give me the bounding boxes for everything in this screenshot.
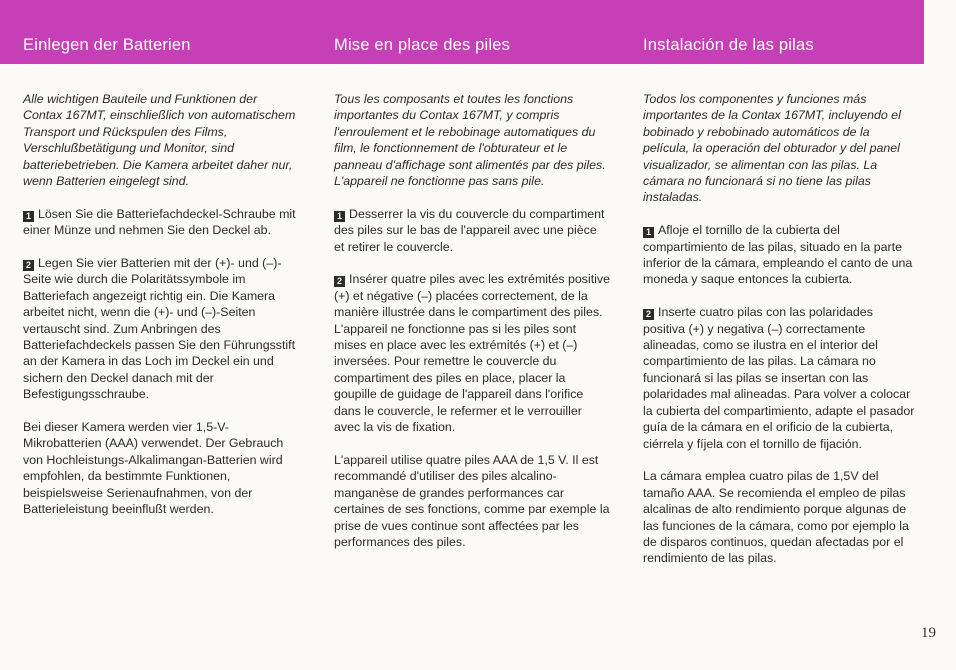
german-step-1 [23,206,299,239]
french-step-2 [334,271,610,435]
spanish-step-2 [643,304,915,452]
spanish-note: La cámara emplea cuatro pilas de 1,5V del tamaño AAA. Se recomienda el empleo de pilas alcalinas de alto rendimiento porque algunas de las funciones de la cámara, como por ejemplo la de disparos continuos, quedan afectadas por el rendimiento de las pilas. [643,469,909,566]
spanish-intro: Todos los componentes y funciones más importantes de la Contax 167MT, incluyendo el bobinado y rebobinado automáticos de la película, la operación del obturador y del panel visualizador, se alimentan con las pilas. La cámara no funcionará si no tiene las pilas instaladas. [643,92,901,205]
step-number-badge: 1 [23,211,34,222]
german-column [23,91,299,534]
step-number-badge: 2 [334,276,345,287]
french-step-1 [334,206,610,255]
german-intro: Alle wichtigen Bauteile und Funktionen der Contax 167MT, einschließlich von automatischem Transport und Rückspulen des Films, Verschlußbetätigung und Monitor, sind batteriebetrieben. Die Kamera arbeitet daher nur, wenn Batterien eingelegt sind. [23,92,296,189]
spanish-heading: Instalación de las pilas [643,36,814,54]
german-note: Bei dieser Kamera werden vier 1,5-V-Mikrobatterien (AAA) verwendet. Der Gebrauch von Hochleistungs-Alkalimangan-Batterien wird empfohlen, da bestimmte Funktionen, beispielsweise Serienaufnahmen, von der Batterieleistung beeinflußt werden. [23,420,284,517]
french-heading: Mise en place des piles [334,36,511,54]
step-number-badge: 2 [643,309,654,320]
french-intro: Tous les composants et toutes les fonctions importantes du Contax 167MT, y compris l'enroulement et le rebobinage automatiques du film, le fonctionnement de l'obturateur et le panneau d'affichage sont alimentés par des piles. L'appareil ne fonctionne pas sans pile. [334,92,606,189]
spanish-step-1-text: Afloje el tornillo de la cubierta del compartimiento de las pilas, situado en la parte inferior de la cámara, empleando el canto de una moneda y saque entonces la cubierta. [643,223,913,287]
spanish-step-2-text: Inserte cuatro pilas con las polaridades positiva (+) y negativa (–) correctamente alineadas, como se ilustra en el interior del compartimiento de las pilas. La cámara no funcionará si las pilas se insertan con las polaridades mal alineadas. Para volver a colocar la cubierta del compartimiento, adapte el pasador guía de la cámara en el orificio de la cubierta, ciérrela y fíjela con el tornillo de fijación. [643,305,915,451]
page-number: 19 [921,625,936,641]
spanish-column [643,91,915,583]
spanish-step-1 [643,222,915,288]
german-step-2-text: Legen Sie vier Batterien mit der (+)- und (–)-Seite wie durch die Polaritätssymbole im Batteriefach angezeigt richtig ein. Die Kamera arbeitet nicht, wenn die (+)- und (–)-Seiten vertauscht sind. Zum Anbringen des Batteriefachdeckels passen Sie den Führungsstift an der Kamera in das Loch im Deckel ein und sichern den Deckel danach mit der Befestigungsschraube. [23,256,296,402]
step-number-badge: 2 [23,260,34,271]
german-heading: Einlegen der Batterien [23,36,191,54]
french-step-1-text: Desserrer la vis du couvercle du compartiment des piles sur le bas de l'appareil avec une pièce et retirer le couvercle. [334,206,605,254]
french-column [334,91,610,567]
german-step-2 [23,255,299,403]
step-number-badge: 1 [334,211,345,222]
german-step-1-text: Lösen Sie die Batteriefachdeckel-Schraube mit einer Münze und nehmen Sie den Deckel ab. [23,206,296,238]
step-number-badge: 1 [643,227,654,238]
french-note: L'appareil utilise quatre piles AAA de 1,5 V. Il est recommandé d'utiliser des piles alcalino-manganèse de grandes performances car certaines de ses fonctions, comme par exemple la prise de vues continue sont affectées par les performances des piles. [334,452,610,549]
french-step-2-text: Insérer quatre piles avec les extrémités positive (+) et négative (–) placées correctement, de la manière illustrée dans le compartiment des piles. L'appareil ne fonctionne pas si les piles sont mises en place avec les extrémités (+) et (–) inversées. Pour remettre le couvercle du compartiment des piles en place, placer la goupille de guidage de l'appareil dans l'orifice dans le couvercle, le refermer et le verrouiller avec la vis de fixation. [334,272,611,435]
